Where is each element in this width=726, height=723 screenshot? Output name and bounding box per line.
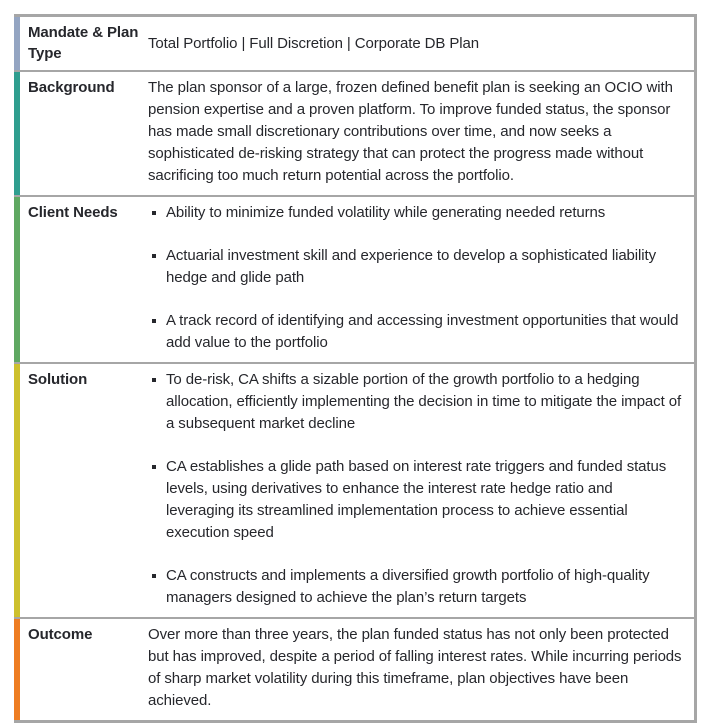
row-label-solution: Solution [28,371,88,388]
bullet-icon [152,378,156,382]
background-paragraph: The plan sponsor of a large, frozen defined benefit plan is seeking an OCIO with pension expertise and a proven platform. To improve funded status, the sponsor has made small discretionary contributions over time, and now seeks a sophisticated de-risking strategy that can protect the progress made without sacrificing too much return potential across the portfolio. [148,79,673,184]
list-item [148,202,682,224]
row-label-background: Background [28,79,115,96]
bullet-icon [152,211,156,215]
client-needs-list [148,202,682,354]
list-item [148,245,682,289]
bullet-icon [152,465,156,469]
row-solution [14,364,694,617]
solution-list [148,369,682,609]
bullet-icon [152,574,156,578]
list-item-text: To de-risk, CA shifts a sizable portion of the growth portfolio to a hedging allocation, efficiently implementing the decision in time to mitigate the impact of a subsequent market decline [166,371,682,432]
list-item [148,310,682,354]
list-item-text: CA establishes a glide path based on interest rate triggers and funded status levels, using derivatives to enhance the interest rate hedge ratio and leveraging its streamlined implementation process to achieve essential execution speed [166,458,667,541]
bullet-icon [152,319,156,323]
row-label-mandate-plan-type: Mandate & Plan Type [28,24,139,62]
row-client-needs [14,197,694,362]
list-item-text: CA constructs and implements a diversified growth portfolio of high-quality managers designed to achieve the plan’s return targets [166,567,650,606]
row-background [14,72,694,195]
list-item [148,456,682,544]
row-outcome [14,619,694,720]
bullet-icon [152,254,156,258]
row-label-client-needs: Client Needs [28,204,118,221]
mandate-plan-type-value: Total Portfolio | Full Discretion | Corporate DB Plan [148,34,479,52]
row-mandate-plan-type [14,17,694,70]
list-item-text: Actuarial investment skill and experience to develop a sophisticated liability hedge and glide path [166,247,656,286]
case-study-table [14,14,697,723]
list-item-text: Ability to minimize funded volatility while generating needed returns [166,204,606,221]
outcome-paragraph: Over more than three years, the plan funded status has not only been protected but has improved, despite a period of falling interest rates. While incurring periods of sharp market volatility during this timeframe, plan objectives have been achieved. [148,626,682,709]
row-label-outcome: Outcome [28,626,93,643]
list-item [148,369,682,435]
list-item [148,565,682,609]
list-item-text: A track record of identifying and accessing investment opportunities that would add value to the portfolio [166,312,679,351]
